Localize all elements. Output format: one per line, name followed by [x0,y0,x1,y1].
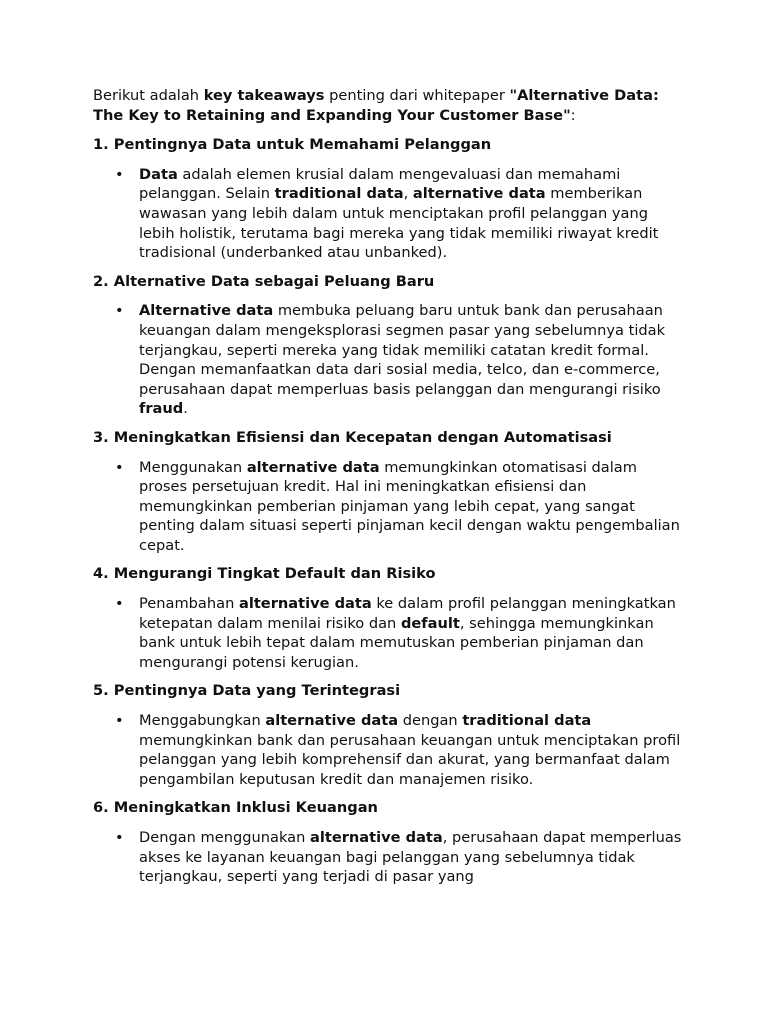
bullet-dot-icon: • [115,595,124,613]
text-run: . [183,400,188,418]
section-1 [93,135,683,263]
text-run: dengan [398,712,463,730]
section-heading: 5. Pentingnya Data yang Terintegrasi [93,682,401,700]
text-run: adalah elemen krusial dalam mengevaluasi dan memahami pelanggan. Selain [139,165,621,203]
bullet-text [139,166,658,261]
section-heading: 3. Meningkatkan Efisiensi dan Kecepatan dengan Automatisasi [93,428,612,446]
section-heading: 4. Mengurangi Tingkat Default dan Risiko [93,565,436,583]
section-3 [93,428,683,556]
text-run: Berikut adalah [93,87,204,104]
text-run: membuka peluang baru untuk bank dan perusahaan keuangan dalam mengeksplorasi segmen pasar yang sebelumnya tidak terjangkau, seperti mereka yang tidak memiliki catatan kredit formal. Dengan memanfaatkan data dari sosial media, telco, dan e-commerce, perusahaan dapat memperluas basis pelanggan dan mengurangi risiko [139,302,666,398]
bullet-dot-icon: • [115,829,124,846]
bullet-list [93,301,683,419]
section-heading: 2. Alternative Data sebagai Peluang Baru [93,272,435,290]
bullet-text [139,302,665,417]
bullet-text [139,459,680,554]
bullet-dot-icon: • [115,165,124,183]
text-run: memungkinkan bank dan perusahaan keuangan untuk menciptakan profil pelanggan yang lebih komprehensif dan akurat, yang bermanfaat dalam pengambilan keputusan kredit dan manajemen risiko. [139,731,681,788]
bullet-item [93,301,683,419]
section-5 [93,681,683,789]
bold-text-run: traditional data [274,185,404,203]
bullet-text [139,595,676,671]
section-heading: 6. Meningkatkan Inklusi Keuangan [93,799,378,817]
text-run: ke dalam profil pelanggan meningkatkan ketepatan dalam menilai risiko dan [139,595,676,632]
section-6 [93,798,683,886]
text-run: Dengan menggunakan [139,829,310,846]
bullet-dot-icon: • [115,302,124,320]
text-run: , sehingga memungkinkan bank untuk lebih tepat dalam memutuskan pemberian pinjaman dan mengurangi potensi kerugian. [139,614,654,671]
bullet-list [93,711,683,789]
text-run: Penambahan [139,595,239,613]
bold-text-run: key takeaways [203,87,325,104]
bullet-list [93,828,683,887]
bold-text-run: alternative data [265,712,399,730]
section-4 [93,564,683,672]
bold-text-run: alternative data [310,829,443,846]
text-run: Menggabungkan [139,712,266,730]
bullet-item [93,165,683,263]
bold-text-run: default [400,614,460,632]
bullet-text [139,829,681,885]
document-page [93,86,683,896]
bullet-item [93,594,683,672]
bullet-dot-icon: • [115,712,124,730]
text-run: , [403,185,413,203]
text-run: memberikan wawasan yang lebih dalam untuk menciptakan profil pelanggan yang lebih holistik, terutama bagi mereka yang tidak memiliki riwayat kredit tradisional (underbanked atau unbanked). [139,185,659,262]
text-run: , perusahaan dapat memperluas akses ke layanan keuangan bagi pelanggan yang sebelumnya tidak terjangkau, seperti yang terjadi di pasar yang [139,829,682,886]
bold-text-run: "Alternative Data: The Key to Retaining and Expanding Your Customer Base" [93,87,659,124]
bullet-text [139,712,680,788]
bullet-list [93,594,683,672]
section-2 [93,272,683,419]
text-run: : [570,106,576,124]
text-run: penting dari whitepaper [324,87,510,104]
bold-text-run: alternative data [246,458,380,476]
bullet-list [93,165,683,263]
text-run: memungkinkan otomatisasi dalam proses persetujuan kredit. Hal ini meningkatkan efisiensi dan memungkinkan pemberian pinjaman yang lebih cepat, yang sangat penting dalam situasi seperti pinjaman kecil dengan waktu pengembalian cepat. [139,458,680,554]
section-heading: 1. Pentingnya Data untuk Memahami Pelanggan [93,136,492,154]
bold-text-run: Alternative data [139,302,274,320]
bullet-item [93,711,683,789]
bold-text-run: fraud [139,400,184,418]
bullet-list [93,458,683,556]
sections-container [93,135,683,887]
bold-text-run: traditional data [462,712,592,730]
bold-text-run: alternative data [238,595,372,613]
bold-text-run: Data [139,165,178,183]
bullet-dot-icon: • [115,458,124,476]
bullet-item [93,828,683,887]
bold-text-run: alternative data [412,185,546,203]
bullet-item [93,458,683,556]
text-run: Menggunakan [139,458,247,476]
intro-paragraph [93,86,683,125]
